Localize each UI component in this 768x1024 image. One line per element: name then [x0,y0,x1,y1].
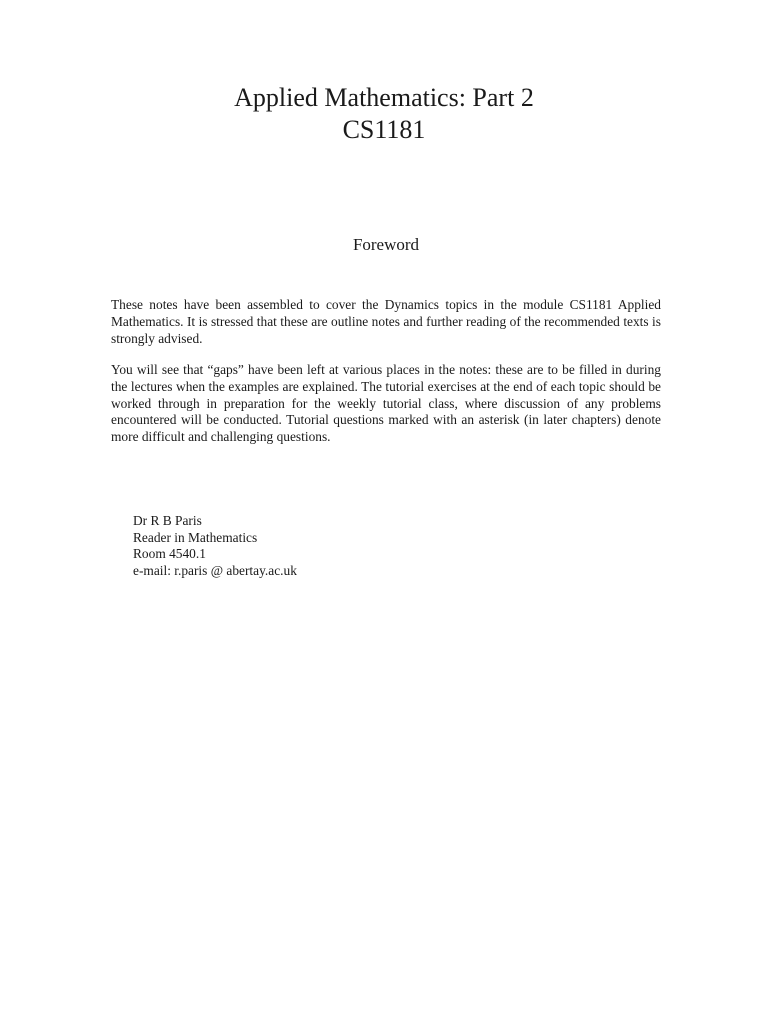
foreword-paragraph-1: These notes have been assembled to cover the Dynamics topics in the module CS1181 Applied Mathematics. It is stressed that these are outline notes and further reading of the recommended texts is strongly advised. [111,297,661,346]
author-room: Room 4540.1 [133,546,206,561]
foreword-heading: Foreword [352,235,420,254]
title-block [0,82,768,146]
foreword-paragraph-2: You will see that “gaps” have been left at various places in the notes: these are to be filled in during the lectures when the examples are explained. The tutorial exercises at the end of each topic should be worked through in preparation for the weekly tutorial class, where discussion of any problems encountered will be conducted. Tutorial questions marked with an asterisk (in later chapters) denote more difficult and challenging questions. [111,362,661,445]
document-title: Applied Mathematics: Part 2 [234,83,534,112]
author-name: Dr R B Paris [133,513,202,528]
author-position: Reader in Mathematics [133,529,258,545]
author-email: e-mail: r.paris @ abertay.ac.uk [133,562,297,578]
author-contact-block [133,513,297,579]
course-code: CS1181 [342,115,426,144]
